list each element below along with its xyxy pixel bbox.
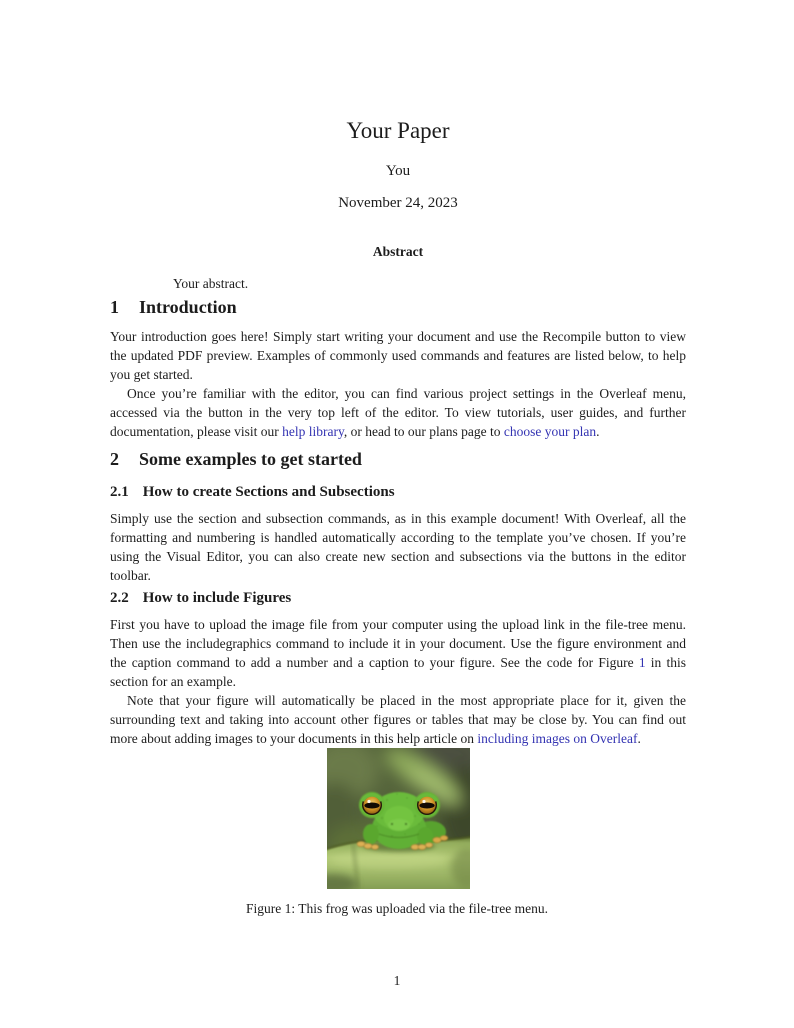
paragraph bbox=[110, 691, 686, 748]
paper-date: November 24, 2023 bbox=[338, 195, 458, 211]
figure-1-caption: Figure 1: This frog was uploaded via the file-tree menu. bbox=[246, 901, 548, 916]
figure-1 bbox=[110, 748, 686, 894]
paragraph bbox=[110, 327, 686, 384]
subsection-2-2-heading bbox=[110, 589, 686, 608]
paper-title: Your Paper bbox=[346, 118, 450, 143]
section-1-body bbox=[110, 327, 686, 441]
paragraph-text: . bbox=[637, 731, 641, 746]
section-title: Some examples to get started bbox=[139, 449, 362, 469]
subsection-title: How to create Sections and Subsections bbox=[142, 484, 395, 500]
help-library-link[interactable]: help library bbox=[282, 424, 344, 439]
section-title: Introduction bbox=[139, 297, 237, 317]
paragraph-text: Note that your figure will automatically be placed in the most appropriate place for it, given the surrounding text and taking into account other figures or tables that may be close by. You can find out more about adding images to your documents in this help article on bbox=[110, 693, 686, 746]
paragraph-text: Simply use the section and subsection commands, as in this example document! With Overleaf, all the formatting and numbering is handled automatically according to the template you’ve chosen. If you’re using the Visual Editor, you can also create new section and subsections via the buttons in the editor toolbar. bbox=[110, 511, 686, 583]
paper-author: You bbox=[385, 163, 411, 179]
paragraph-text: Once you’re familiar with the editor, you can find various project settings in the Overleaf menu, accessed via the button in the very top left of the editor. To view tutorials, user guides, and further documentation, please visit our bbox=[110, 386, 686, 439]
section-number: 1 bbox=[110, 297, 119, 317]
paragraph-text: , or head to our plans page to bbox=[343, 424, 504, 439]
figure-1-ref-link[interactable]: 1 bbox=[638, 655, 646, 670]
paragraph bbox=[110, 509, 686, 585]
including-images-on-overleaf-link[interactable]: including images on Overleaf bbox=[477, 731, 638, 746]
subsection-2-2-body bbox=[110, 615, 686, 748]
paragraph bbox=[110, 615, 686, 691]
subsection-title: How to include Figures bbox=[142, 590, 292, 606]
paragraph-text: Your introduction goes here! Simply start writing your document and use the Recompile button to view the updated PDF preview. Examples of commonly used commands and features are listed below, to help you get started. bbox=[110, 329, 686, 382]
section-number: 2 bbox=[110, 449, 119, 469]
paragraph-text: First you have to upload the image file from your computer using the upload link in the file-tree menu. Then use the includegraphics command to include it in your document. Use the figure environment and the caption command to add a number and a caption to your figure. See the code for Figure bbox=[110, 617, 686, 670]
abstract-heading: Abstract bbox=[372, 244, 424, 259]
frog-photo bbox=[327, 748, 470, 889]
subsection-2-1-body bbox=[110, 509, 686, 585]
subsection-number: 2.1 bbox=[110, 484, 129, 500]
page-number: 1 bbox=[393, 973, 401, 988]
paragraph-text: in this section for an example. bbox=[110, 655, 687, 689]
paragraph bbox=[110, 384, 686, 441]
abstract-text: Your abstract. bbox=[173, 275, 249, 291]
choose-your-plan-link[interactable]: choose your plan bbox=[503, 424, 597, 439]
subsection-2-1-heading bbox=[110, 483, 686, 502]
subsection-number: 2.2 bbox=[110, 590, 129, 606]
section-2-heading bbox=[110, 448, 686, 470]
section-1-heading bbox=[110, 296, 686, 318]
paragraph-text: . bbox=[596, 424, 600, 439]
